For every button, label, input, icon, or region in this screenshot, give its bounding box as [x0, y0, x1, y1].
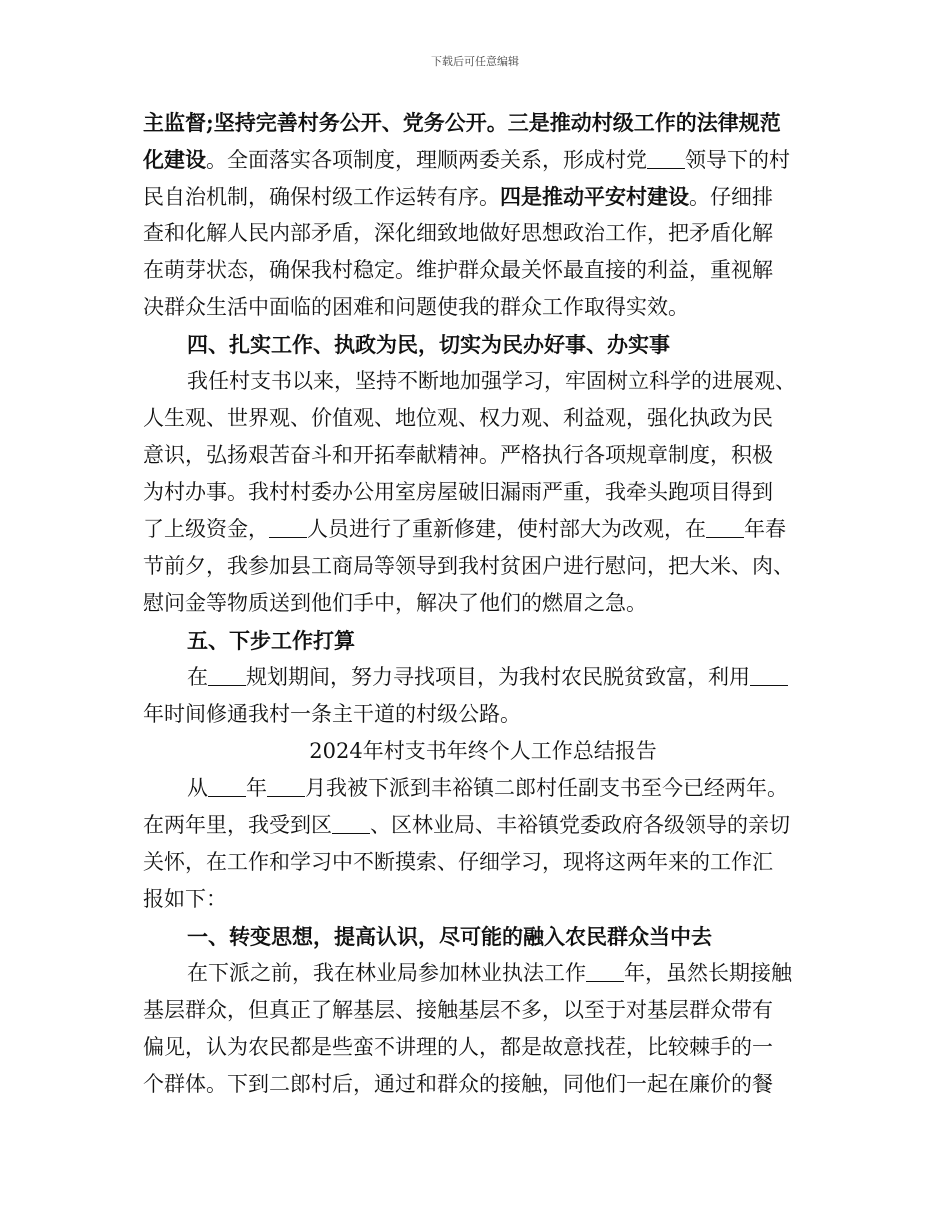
text-run: 在 [187, 665, 208, 689]
text-run: 年，虽然长期接触 [624, 961, 792, 985]
text-line [143, 659, 823, 696]
text-run: 月我被下派到丰裕镇二郎村任副支书至今已经两年。 [305, 776, 788, 800]
text-line [143, 807, 823, 844]
text-line [143, 511, 823, 548]
text-run: 民自治机制，确保村级工作运转有序。 [143, 185, 500, 209]
blank-underline [586, 960, 624, 982]
text-line: 偏见，认为农民都是些蛮不讲理的人，都是故意找茬，比较棘手的一 [143, 1035, 773, 1059]
text-line: 关怀，在工作和学习中不断摸索、仔细学习，现将这两年来的工作汇 [143, 850, 773, 874]
blank-underline [647, 147, 685, 169]
text-run: 了上级资金， [143, 517, 269, 541]
text-run: 、区林业局、丰裕镇党委政府各级领导的亲切 [370, 813, 790, 837]
text-run: 年 [246, 776, 267, 800]
document-body [143, 104, 823, 1103]
text-line [143, 770, 823, 807]
text-line: 年时间修通我村一条主干道的村级公路。 [143, 702, 521, 726]
text-run: 从 [187, 776, 208, 800]
text-run: 在下派之前，我在林业局参加林业执法工作 [187, 961, 586, 985]
text-line: 决群众生活中面临的困难和问题使我的群众工作取得实效。 [143, 295, 689, 319]
text-line: 个群体。下到二郎村后，通过和群众的接触，同他们一起在廉价的餐 [143, 1072, 773, 1096]
section-heading-4: 四、扎实工作、执政为民，切实为民办好事、办实事 [187, 332, 670, 357]
blank-underline [208, 775, 246, 797]
bold-text: 化建设 [143, 147, 206, 172]
text-line [143, 104, 823, 141]
text-line: 基层群众，但真正了解基层、接触基层不多，以至于对基层群众带有 [143, 998, 773, 1022]
text-line [143, 955, 823, 992]
text-line [143, 141, 823, 178]
blank-underline [750, 664, 788, 686]
bold-text: 四是推动平安村建设 [500, 184, 689, 209]
text-line: 我任村支书以来，坚持不断地加强学习，牢固树立科学的进展观、 [187, 369, 796, 393]
text-run: 在两年里，我受到区 [143, 813, 332, 837]
section-heading-1: 一、转变思想，提高认识，尽可能的融入农民群众当中去 [187, 924, 712, 949]
text-line: 节前夕，我参加县工商局等领导到我村贫困户进行慰问，把大米、肉、 [143, 554, 794, 578]
text-line: 意识，弘扬艰苦奋斗和开拓奉献精神。严格执行各项规章制度，积极 [143, 443, 773, 467]
text-line: 为村办事。我村村委办公用室房屋破旧漏雨严重，我牵头跑项目得到 [143, 480, 773, 504]
text-run: 。全面落实各项制度，理顺两委关系，形成村党 [206, 148, 647, 172]
text-line: 人生观、世界观、价值观、地位观、权力观、利益观，强化执政为民 [143, 406, 773, 430]
text-line [143, 178, 823, 215]
text-run: 领导下的村 [685, 148, 790, 172]
text-line: 查和化解人民内部矛盾，深化细致地做好思想政治工作，把矛盾化解 [143, 221, 773, 245]
report-title: 2024年村支书年终个人工作总结报告 [309, 739, 657, 763]
section-heading-5: 五、下步工作打算 [187, 628, 355, 653]
blank-underline [269, 516, 307, 538]
blank-underline [706, 516, 744, 538]
text-line: 报如下： [143, 887, 227, 911]
text-run: 。仔细排 [689, 185, 773, 209]
blank-underline [208, 664, 246, 686]
text-run: 年春 [744, 517, 786, 541]
text-line: 慰问金等物质送到他们手中，解决了他们的燃眉之急。 [143, 591, 647, 615]
text-line: 在萌芽状态，确保我村稳定。维护群众最关怀最直接的利益，重视解 [143, 258, 773, 282]
text-run: 规划期间，努力寻找项目，为我村农民脱贫致富，利用 [246, 665, 750, 689]
page-header: 下载后可任意编辑 [431, 55, 519, 68]
text-run: 人员进行了重新修建，使村部大为改观，在 [307, 517, 706, 541]
blank-underline [332, 812, 370, 834]
bold-text: 主监督;坚持完善村务公开、党务公开。三是推动村级工作的法律规范 [143, 110, 781, 135]
blank-underline [267, 775, 305, 797]
